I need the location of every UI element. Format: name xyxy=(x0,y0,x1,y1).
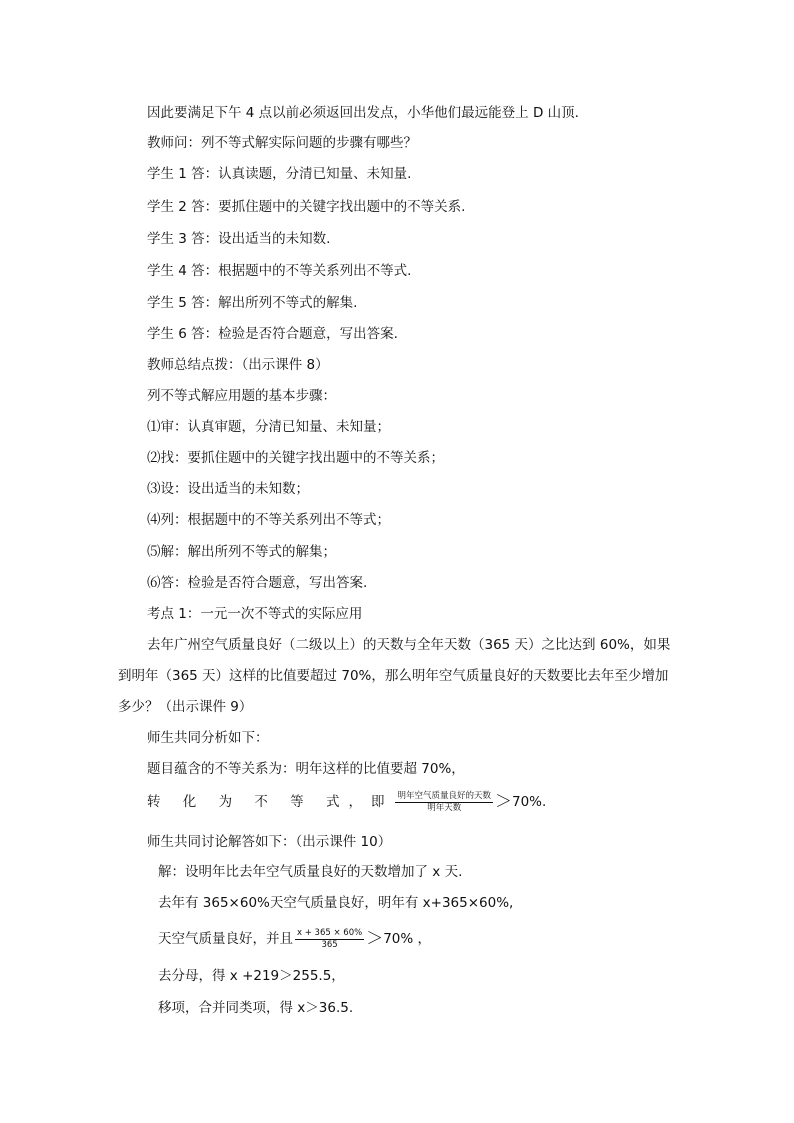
student-5-answer: 学生 5 答：解出所列不等式的解集. xyxy=(147,295,358,311)
solution-last-year: 去年有 365×60%天空气质量良好，明年有 x+365×60%, xyxy=(158,895,514,911)
step-3: ⑶设：设出适当的未知数； xyxy=(147,481,309,497)
ratio-denominator: 明年天数 xyxy=(427,802,462,813)
solution-let: 解：设明年比去年空气质量良好的天数增加了 x 天. xyxy=(158,864,463,880)
step-2: ⑵找：要抓住题中的关键字找出题中的不等关系； xyxy=(147,450,444,466)
solution-denominator: 365 xyxy=(321,939,338,950)
solution-fraction xyxy=(295,928,364,951)
problem-line-3: 多少？（出示课件 9） xyxy=(118,699,253,715)
solution-inequality-suffix: 70% ， xyxy=(383,931,432,947)
solution-clear-denominator: 去分母，得 x +219＞255.5， xyxy=(158,968,345,984)
step-6: ⑹答：检验是否符合题意，写出答案. xyxy=(147,575,368,591)
step-4: ⑷列：根据题中的不等关系列出不等式； xyxy=(147,512,390,528)
step-1: ⑴审：认真审题，分清已知量、未知量； xyxy=(147,419,390,435)
solution-numerator: x + 365 × 60% xyxy=(297,927,363,938)
solution-inequality-prefix: 天空气质量良好，并且 xyxy=(158,931,293,947)
solution-heading: 师生共同讨论解答如下：（出示课件 10） xyxy=(147,834,392,850)
solution-result: 移项，合并同类项，得 x＞36.5. xyxy=(158,1000,354,1016)
analysis-heading: 师生共同分析如下： xyxy=(147,730,269,746)
problem-line-1: 去年广州空气质量良好（二级以上）的天数与全年天数（365 天）之比达到 60%，如果 xyxy=(147,637,671,653)
solution-greater-than-sign: ＞ xyxy=(366,929,384,949)
student-6-answer: 学生 6 答：检验是否符合题意，写出答案. xyxy=(147,326,398,342)
problem-line-2: 到明年（365 天）这样的比值要超过 70%，那么明年空气质量良好的天数要比去年至少增加 xyxy=(118,668,669,684)
ratio-fraction xyxy=(395,791,493,814)
teacher-question: 教师问：列不等式解实际问题的步骤有哪些？ xyxy=(147,135,417,151)
expression-suffix: 70%. xyxy=(511,794,547,810)
solution-inequality xyxy=(158,925,431,953)
student-2-answer: 学生 2 答：要抓住题中的关键字找出题中的不等关系. xyxy=(147,199,466,215)
ratio-numerator: 明年空气质量良好的天数 xyxy=(397,790,491,801)
steps-heading: 列不等式解应用题的基本步骤： xyxy=(147,388,336,404)
paragraph-conclusion: 因此要满足下午 4 点以前必须返回出发点，小华他们最远能登上 D 山顶. xyxy=(147,105,579,121)
step-5: ⑸解：解出所列不等式的解集； xyxy=(147,544,336,560)
teacher-summary: 教师总结点拨：（出示课件 8） xyxy=(147,357,329,373)
student-1-answer: 学生 1 答：认真读题，分清已知量、未知量. xyxy=(147,166,412,182)
greater-than-sign: ＞ xyxy=(494,792,512,812)
student-3-answer: 学生 3 答：设出适当的未知数. xyxy=(147,231,331,247)
expression-prefix: 转 化 为 不 等 式，即 xyxy=(147,794,394,810)
student-4-answer: 学生 4 答：根据题中的不等关系列出不等式. xyxy=(147,263,412,279)
key-point-heading: 考点 1：一元一次不等式的实际应用 xyxy=(147,606,363,622)
inequality-relation: 题目蕴含的不等关系为：明年这样的比值要超 70%， xyxy=(147,761,465,777)
inequality-expression xyxy=(147,788,546,816)
